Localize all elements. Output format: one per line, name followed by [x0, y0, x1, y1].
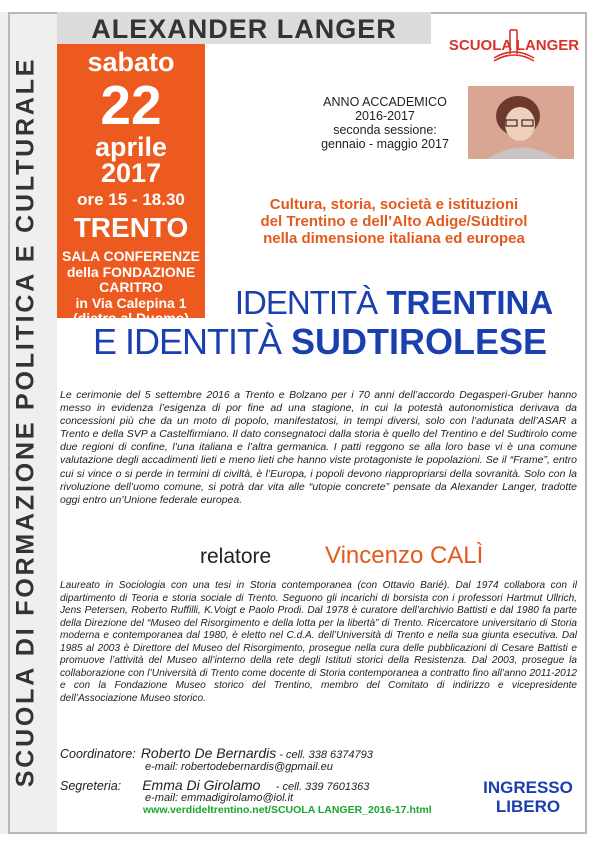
event-year: 2017: [100, 158, 162, 188]
academic-line: seconda sessione:: [333, 123, 437, 137]
coordinator-name: Roberto De Bernardis: [140, 745, 277, 761]
title-thin: IDENTITÀ: [234, 284, 378, 321]
secretary-role: Segreteria:: [60, 779, 122, 793]
subtitle-line: del Trentino e dell’Alto Adige/Südtirol: [260, 213, 528, 230]
academic-year-box: [305, 95, 465, 151]
event-panel: [57, 44, 205, 326]
event-day: sabato: [87, 47, 175, 77]
venue-line: della FONDAZIONE: [66, 263, 196, 280]
speaker-name: Vincenzo CALÌ: [325, 542, 484, 569]
portrait-photo: [468, 86, 574, 159]
venue-line: CARITRO: [99, 279, 163, 295]
event-month: aprile: [94, 132, 168, 162]
intro-paragraph: Le cerimonie del 5 settembre 2016 a Trento e Bolzano per i 70 anni dell’accordo Degasperi-Gruber hanno messo in evidenza l’esigenza di por fine ad una stagione, in cui la potestà autonomistica derivava da concessioni più che da un moto di popolo, manifestatosi, in tempi diversi, solo con l’adunata dell’ASAR a Trento e della SVP a Castelfirmiano. Il dato consegnatoci dalla storia è quello del Trentino e del Sudtirolo come due regioni di confine, l’una italiana e l’altra germanica. I patti reggono se alla loro base vi è una comune valutazione degli accadimenti lieti e meno lieti che hanno viste protagoniste le popolazioni. Se il “Frame”, entro cui si vince o si perde in termini di civiltà, è l’Europa, i popoli devono riappropriarsi della sovranità. Solo con la rivoluzione dell’uomo comune, si potrà dar vita alle “utopie concrete” pensate da Alexander Langer, tradotte oggi entro un’Unione federale europea.: [60, 389, 577, 506]
scuola-langer-logo: [447, 24, 582, 64]
subtitle-line: nella dimensione italiana ed europea: [263, 230, 525, 247]
secretary-name: Emma Di Girolamo: [142, 777, 261, 793]
secretary-email[interactable]: e-mail: emmadigirolamo@iol.it: [145, 792, 294, 804]
coordinator-cell: - cell. 338 6374793: [279, 749, 373, 761]
title-bold: TRENTINA: [386, 284, 554, 321]
coordinator-email[interactable]: e-mail: robertodebernardis@gpmail.eu: [145, 761, 333, 773]
secretary-email-row: [145, 792, 293, 804]
sidebar-text: SCUOLA DI FORMAZIONE POLITICA E CULTURALE: [11, 56, 40, 788]
subtitle-line: Cultura, storia, società e istituzioni: [269, 196, 519, 213]
coordinator-email-row: [145, 761, 333, 773]
academic-line: 2016-2017: [355, 109, 415, 123]
speaker-bio: Laureato in Sociologia con una tesi in Storia contemporanea (con Ottavio Barié). Dal 1974 collabora con il dipartimento di Teoria e storia sociale di Trento. Seguono gli incarichi di borsista con i professori Hartmut Ullrich, Jens Petersen, Roberto Ruffilli, K.Voigt e Paolo Prodi. Dal 1978 è curatore dell’archivio Battisti e dal 1980 fa parte della Direzione del “Museo del Risorgimento e della lotta per la libertà” di Trento. Ricercatore universitario di Storia moderna e contemporanea dal 1980, è eletto nel C.d.A. dell’Università di Trento e nella sua giunta esecutiva. Dal 1985 al 2003 è Direttore del Museo del Risorgimento, prosegue nella cura delle pubblicazioni di Cesare Battisti e promuove l’attività del Museo all’interno della rete degli Istituti storici della Resistenza. Dal 2003, prosegue la collaborazione con l’Università di Trento come docente di Storia contemporanea a contratto fino all’anno 2011-2012 e con la Fondazione Museo storico del Trentino, membro del Comitato di indirizzo e vicepresidente dell’Associazione Museo storico.: [60, 580, 577, 704]
event-venue: [57, 249, 205, 327]
website-link[interactable]: www.verdideltrentino.net/SCUOLA LANGER_2016-17.html: [143, 804, 432, 816]
logo-text: SCUOLA LANGER: [448, 37, 580, 54]
main-title-line2: [57, 322, 583, 362]
title-bold: SUDTIROLESE: [291, 321, 548, 362]
coordinator-row: [60, 745, 373, 761]
admission-line: INGRESSO: [483, 778, 573, 797]
secretary-cell: - cell. 339 7601363: [263, 781, 370, 793]
event-time: ore 15 - 18.30: [77, 190, 185, 209]
venue-line: in Via Calepina 1: [75, 294, 187, 311]
event-date-number: 22: [100, 74, 162, 136]
event-city: TRENTO: [73, 212, 189, 243]
free-admission: [478, 778, 578, 816]
admission-line: LIBERO: [495, 797, 561, 816]
speaker-label: relatore: [200, 545, 272, 568]
header-name: ALEXANDER LANGER: [91, 14, 397, 44]
secretary-row: [60, 777, 369, 793]
venue-line: SALA CONFERENZE: [62, 248, 200, 264]
academic-line: ANNO ACCADEMICO: [323, 95, 447, 109]
main-title-line1: [205, 284, 583, 322]
academic-line: gennaio - maggio 2017: [321, 137, 449, 151]
title-thin: E IDENTITÀ: [92, 321, 281, 362]
venue-line: (dietro al Duomo): [73, 310, 189, 326]
coordinator-role: Coordinatore:: [60, 747, 136, 761]
course-subtitle: [208, 196, 580, 247]
